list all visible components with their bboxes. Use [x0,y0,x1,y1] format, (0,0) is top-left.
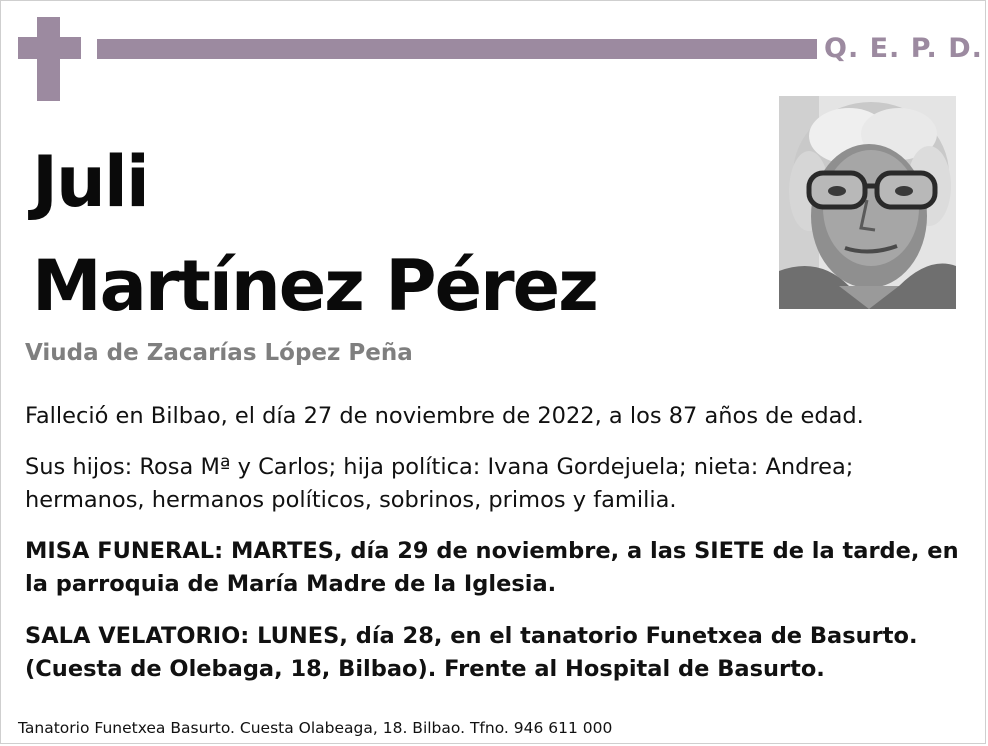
wake-room: SALA VELATORIO: LUNES, día 28, en el tanatorio Funetxea de Basurto. (Cuesta de Olebaga, 18, Bilbao). Frente al Hospital de Basurto. [25,623,918,682]
widow-line: Viuda de Zacarías López Peña [25,340,413,366]
deceased-first-name: Juli [32,141,148,223]
funeral-home-footer: Tanatorio Funetxea Basurto. Cuesta Olabeaga, 18. Bilbao. Tfno. 946 611 000 [18,719,613,737]
deceased-name [32,130,597,338]
family-members: Sus hijos: Rosa Mª y Carlos; hija política: Ivana Gordejuela; nieta: Andrea; hermanos, hermanos políticos, sobrinos, primos y familia. [25,454,854,513]
header-band [97,39,817,59]
deceased-photo [779,96,956,309]
deceased-last-name: Martínez Pérez [32,245,597,327]
qepd-label: Q. E. P. D. [824,33,983,64]
funeral-mass: MISA FUNERAL: MARTES, día 29 de noviembre, a las SIETE de la tarde, en la parroquia de María Madre de la Iglesia. [25,538,959,597]
death-announcement: Falleció en Bilbao, el día 27 de noviembre de 2022, a los 87 años de edad. [25,403,864,429]
